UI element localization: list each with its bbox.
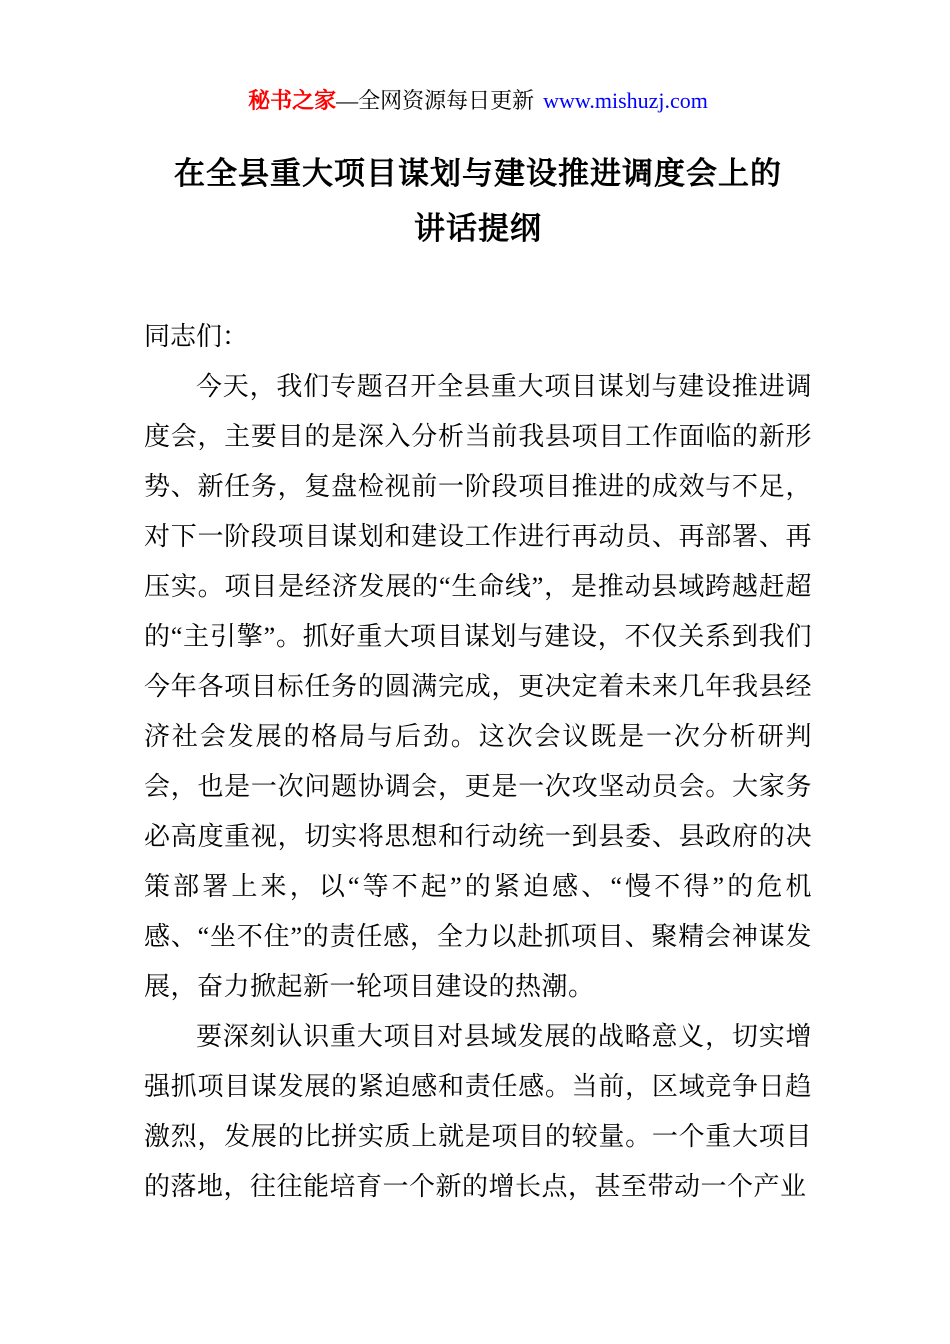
header-tagline: —全网资源每日更新 [336,88,535,113]
document-title [144,146,812,256]
header-url-link[interactable]: www.mishuzj.com [543,88,708,113]
document-header [144,86,812,116]
salutation: 同志们： [144,322,249,351]
document-title-line1: 在全县重大项目谋划与建设推进调度会上的 [174,156,782,191]
body-paragraph: 今天，我们专题召开全县重大项目谋划与建设推进调度会，主要目的是深入分析当前我县项目工作面临的新形势、新任务，复盘检视前一阶段项目推进的成效与不足，对下一阶段项目谋划和建设工作进行再动员、再部署、再压实。项目是经济发展的“生命线”，是推动县域跨越赶超的“主引擎”。抓好重大项目谋划与建设，不仅关系到我们今年各项目标任务的圆满完成，更决定着未来几年我县经济社会发展的格局与后劲。这次会议既是一次分析研判会，也是一次问题协调会，更是一次攻坚动员会。大家务必高度重视，切实将思想和行动统一到县委、县政府的决策部署上来，以“等不起”的紧迫感、“慢不得”的危机感、“坐不住”的责任感，全力以赴抓项目、聚精会神谋发展，奋力掀起新一轮项目建设的热潮。 [144,372,812,1001]
body-paragraph: 要深刻认识重大项目对县域发展的战略意义，切实增强抓项目谋发展的紧迫感和责任感。当前，区域竞争日趋激烈，发展的比拼实质上就是项目的较量。一个重大项目的落地，往往能培育一个新的增长点，甚至带动一个产业 [144,1022,812,1201]
header-brand: 秘书之家 [248,88,337,113]
document-title-line2: 讲话提纲 [414,211,542,246]
